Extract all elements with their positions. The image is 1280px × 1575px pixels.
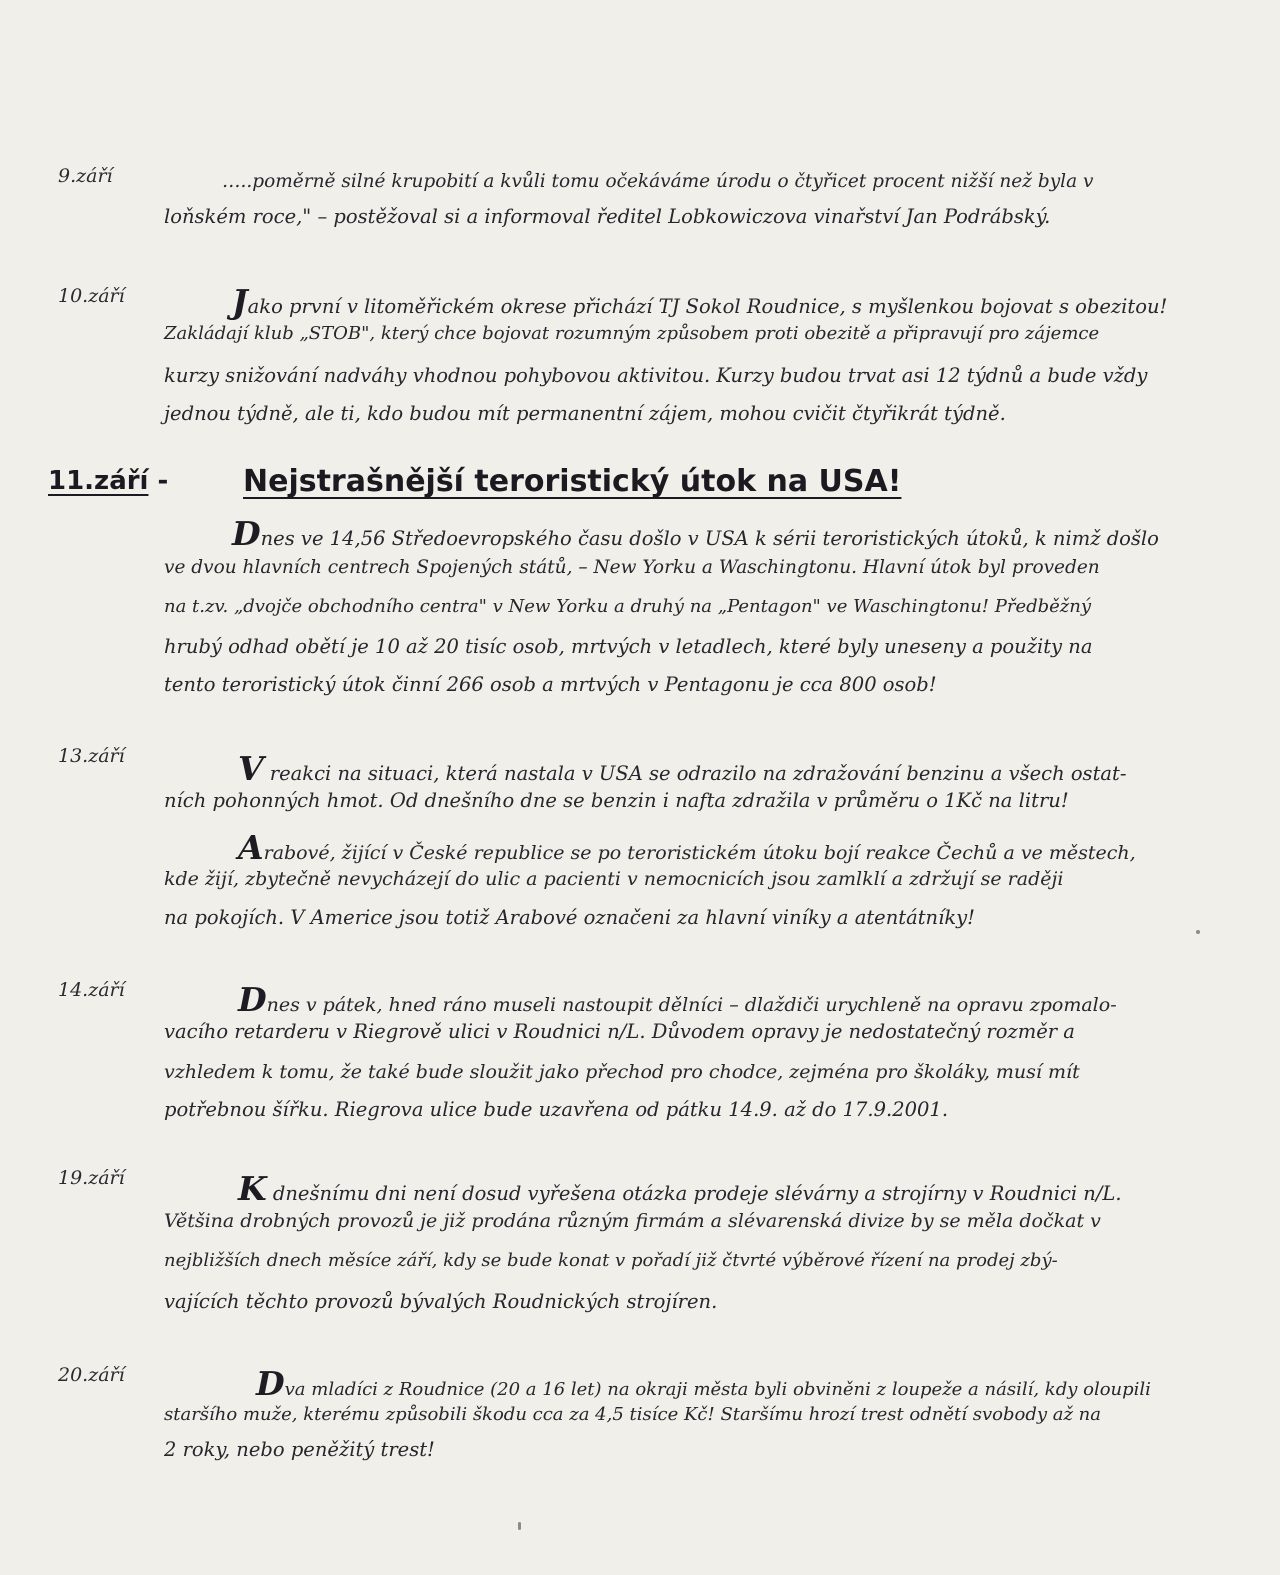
dropcap-letter: A	[238, 828, 264, 867]
entry-date: 9.září	[58, 165, 113, 187]
entry-line: hrubý odhad obětí je 10 až 20 tisíc osob, mrtvých v letadlech, které byly uneseny a použity na	[164, 635, 1093, 658]
entry-line: nejbližších dnech měsíce září, kdy se bude konat v pořadí již čtvrté výběrové řízení na prodej zbý-	[164, 1250, 1058, 1271]
entry-line: tento teroristický útok činní 266 osob a mrtvých v Pentagonu je cca 800 osob!	[164, 673, 937, 696]
entry-date: 10.září	[58, 285, 125, 307]
entry-date-suffix: -	[148, 466, 169, 496]
entry-line: na t.zv. „dvojče obchodního centra" v New Yorku a druhý na „Pentagon" ve Waschingtonu! Předběžný	[164, 596, 1092, 617]
entry-date: 13.září	[58, 745, 125, 767]
entry-line: V reakci na situaci, která nastala v USA se odrazilo na zdražování benzinu a všech ostat-	[238, 749, 1127, 788]
paper-speck	[1196, 930, 1200, 934]
entry-line: potřebnou šířku. Riegrova ulice bude uzavřena od pátku 14.9. až do 17.9.2001.	[164, 1098, 949, 1121]
entry-date: 14.září	[58, 979, 125, 1001]
entry-line: Dnes ve 14,56 Středoevropského času došlo v USA k sérii teroristických útoků, k nimž došlo	[232, 514, 1159, 553]
entry-line: Většina drobných provozů je již prodána různým firmám a slévarenská divize by se měla dočkat v	[164, 1210, 1101, 1232]
headline: Nejstrašnější teroristický útok na USA!	[243, 464, 902, 499]
entry-line: Zakládají klub „STOB", který chce bojovat rozumným způsobem proti obezitě a připravují pro zájemce	[164, 323, 1100, 344]
dropcap-letter: V	[238, 749, 264, 788]
entry-line: vzhledem k tomu, že také bude sloužit jako přechod pro chodce, zejména pro školáky, musí mít	[164, 1061, 1080, 1083]
entry-line: ve dvou hlavních centrech Spojených států, – New Yorku a Waschingtonu. Hlavní útok byl proveden	[164, 557, 1100, 578]
entry-line: loňském roce," – postěžoval si a informoval ředitel Lobkowiczova vinařství Jan Podrábský.	[164, 205, 1051, 228]
entry-date: 11.září	[48, 466, 149, 496]
dropcap-letter: J	[232, 282, 248, 321]
dropcap-letter: D	[238, 980, 267, 1019]
dropcap-letter: D	[232, 514, 261, 553]
entry-line: K dnešnímu dni není dosud vyřešena otázka prodeje slévárny a strojírny v Roudnici n/L.	[238, 1169, 1122, 1208]
entry-line: na pokojích. V Americe jsou totiž Arabové označeni za hlavní viníky a atentátníky!	[164, 906, 976, 929]
dropcap-letter: K	[238, 1169, 267, 1208]
dropcap-letter: D	[256, 1364, 285, 1403]
entry-date: 19.září	[58, 1167, 125, 1189]
entry-date-bold	[48, 466, 168, 496]
entry-line: kde žijí, zbytečně nevycházejí do ulic a pacienti v nemocnicích jsou zamlklí a zdržují se raději	[164, 868, 1064, 890]
entry-line: Dva mladíci z Roudnice (20 a 16 let) na okraji města byli obviněni z loupeže a násilí, kdy oloupili	[256, 1364, 1151, 1403]
entry-line: Jako první v litoměřickém okrese přichází TJ Sokol Roudnice, s myšlenkou bojovat s obezitou!	[232, 282, 1168, 321]
entry-date: 20.září	[58, 1364, 125, 1386]
paper-speck	[518, 1522, 521, 1530]
entry-line: Dnes v pátek, hned ráno museli nastoupit dělníci – dlaždiči urychleně na opravu zpomalo-	[238, 980, 1117, 1019]
entry-line: Arabové, žijící v České republice se po teroristickém útoku bojí reakce Čechů a ve městech,	[238, 828, 1136, 867]
entry-line: vacího retarderu v Riegrově ulici v Roudnici n/L. Důvodem opravy je nedostatečný rozměr a	[164, 1020, 1075, 1043]
entry-line: ních pohonných hmot. Od dnešního dne se benzin i nafta zdražila v průměru o 1Kč na litru!	[164, 789, 1069, 812]
entry-line: jednou týdně, ale ti, kdo budou mít permanentní zájem, mohou cvičit čtyřikrát týdně.	[164, 402, 1006, 425]
entry-line: 2 roky, nebo peněžitý trest!	[164, 1438, 435, 1461]
entry-line: staršího muže, kterému způsobili škodu cca za 4,5 tisíce Kč! Staršímu hrozí trest odnětí svobody až na	[164, 1404, 1102, 1425]
entry-line: kurzy snižování nadváhy vhodnou pohybovou aktivitou. Kurzy budou trvat asi 12 týdnů a bude vždy	[164, 364, 1148, 387]
entry-line: vajících těchto provozů bývalých Roudnických strojíren.	[164, 1290, 718, 1313]
entry-line: …..poměrně silné krupobití a kvůli tomu očekáváme úrodu o čtyřicet procent nižší než byla v	[222, 171, 1094, 192]
